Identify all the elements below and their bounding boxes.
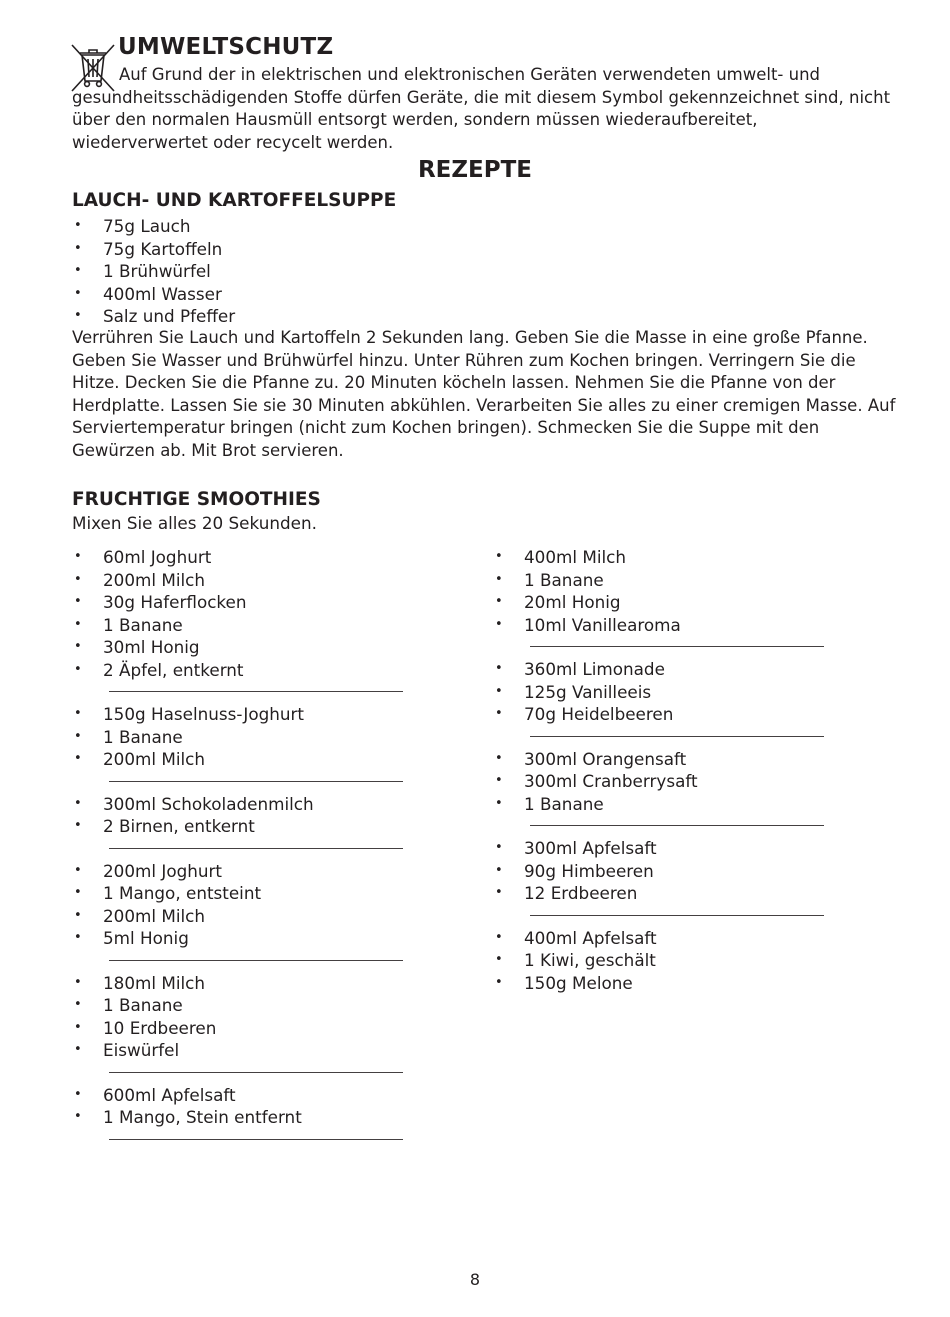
list-item: • 75g Lauch [72, 215, 235, 238]
smoothie-recipe [72, 793, 412, 838]
list-item: • 200ml Joghurt [72, 860, 412, 883]
divider [530, 736, 824, 737]
list-item: • Salz und Pfeffer [72, 305, 235, 328]
list-item: • 200ml Milch [72, 569, 412, 592]
smoothie-recipe [72, 1084, 412, 1129]
environment-text: Auf Grund der in elektrischen und elektronischen Geräten verwendeten umwelt- und gesundheitsschädigenden Stoffe dürfen Geräte, die mit diesem Symbol gekennzeichnet sind, nicht über den normalen Hausmüll entsorgt werden, sondern müssen wiederaufbereitet, wiederverwertet oder recycelt werden. [72, 65, 891, 152]
list-item: • 5ml Honig [72, 927, 412, 950]
list-item: • 2 Birnen, entkernt [72, 815, 412, 838]
smoothie-recipe [72, 860, 412, 950]
list-item: • 1 Kiwi, geschält [493, 949, 833, 972]
divider [530, 825, 824, 826]
smoothies-right-column [493, 546, 833, 994]
smoothie-recipe [72, 703, 412, 771]
smoothie-recipe [493, 546, 833, 636]
list-item: • 1 Banane [493, 793, 833, 816]
divider [109, 848, 403, 849]
list-item: • 1 Banane [493, 569, 833, 592]
list-item: • 20ml Honig [493, 591, 833, 614]
list-item: • 300ml Apfelsaft [493, 837, 833, 860]
list-item: • 30ml Honig [72, 636, 412, 659]
smoothie-recipe [493, 658, 833, 726]
list-item: • 300ml Orangensaft [493, 748, 833, 771]
list-item: • 300ml Cranberrysaft [493, 770, 833, 793]
list-item: • Eiswürfel [72, 1039, 412, 1062]
list-item: • 1 Banane [72, 994, 412, 1017]
list-item: • 400ml Milch [493, 546, 833, 569]
divider [109, 1139, 403, 1140]
list-item: • 400ml Wasser [72, 283, 235, 306]
list-item: • 1 Banane [72, 614, 412, 637]
smoothie-recipe [493, 748, 833, 816]
list-item: • 1 Mango, Stein entfernt [72, 1106, 412, 1129]
soup-title: LAUCH- UND KARTOFFELSUPPE [72, 190, 397, 211]
recipes-heading: REZEPTE [417, 157, 533, 183]
list-item: • 180ml Milch [72, 972, 412, 995]
divider [530, 646, 824, 647]
divider [109, 960, 403, 961]
list-item: • 150g Haselnuss-Joghurt [72, 703, 412, 726]
list-item: • 1 Mango, entsteint [72, 882, 412, 905]
list-item: • 10ml Vanillearoma [493, 614, 833, 637]
smoothie-recipe [72, 546, 412, 681]
smoothies-left-column [72, 546, 412, 1151]
list-item: • 12 Erdbeeren [493, 882, 833, 905]
smoothies-intro: Mixen Sie alles 20 Sekunden. [72, 513, 317, 533]
smoothie-recipe [72, 972, 412, 1062]
list-item: • 360ml Limonade [493, 658, 833, 681]
environment-title: UMWELTSCHUTZ [118, 34, 334, 60]
list-item: • 10 Erdbeeren [72, 1017, 412, 1040]
list-item: • 70g Heidelbeeren [493, 703, 833, 726]
list-item: • 90g Himbeeren [493, 860, 833, 883]
list-item: • 30g Haferflocken [72, 591, 412, 614]
smoothie-recipe [493, 837, 833, 905]
divider [530, 915, 824, 916]
divider [109, 1072, 403, 1073]
list-item: • 200ml Milch [72, 748, 412, 771]
list-item: • 200ml Milch [72, 905, 412, 928]
smoothies-title: FRUCHTIGE SMOOTHIES [72, 489, 321, 510]
page-number: 8 [469, 1270, 481, 1289]
divider [109, 781, 403, 782]
smoothie-recipe [493, 927, 833, 995]
list-item: • 150g Melone [493, 972, 833, 995]
list-item: • 1 Brühwürfel [72, 260, 235, 283]
divider [109, 691, 403, 692]
list-item: • 2 Äpfel, entkernt [72, 659, 412, 682]
list-item: • 400ml Apfelsaft [493, 927, 833, 950]
list-item: • 125g Vanilleeis [493, 681, 833, 704]
list-item: • 60ml Joghurt [72, 546, 412, 569]
list-item: • 1 Banane [72, 726, 412, 749]
list-item: • 600ml Apfelsaft [72, 1084, 412, 1107]
soup-ingredients [72, 215, 235, 328]
list-item: • 75g Kartoffeln [72, 238, 235, 261]
soup-instructions: Verrühren Sie Lauch und Kartoffeln 2 Sekunden lang. Geben Sie die Masse in eine große Pfanne. Geben Sie Wasser und Brühwürfel hinzu. Unter Rühren zum Kochen bringen. Verringern Sie die Hitze. Decken Sie die Pfanne zu. 20 Minuten köcheln lassen. Nehmen Sie die Pfanne von der Herdplatte. Lassen Sie sie 30 Minuten abkühlen. Verarbeiten Sie alles zu einer cremigen Masse. Auf Serviertemperatur bringen (nicht zum Kochen bringen). Schmecken Sie die Suppe mit den Gewürzen ab. Mit Brot servieren. [72, 328, 896, 460]
list-item: • 300ml Schokoladenmilch [72, 793, 412, 816]
